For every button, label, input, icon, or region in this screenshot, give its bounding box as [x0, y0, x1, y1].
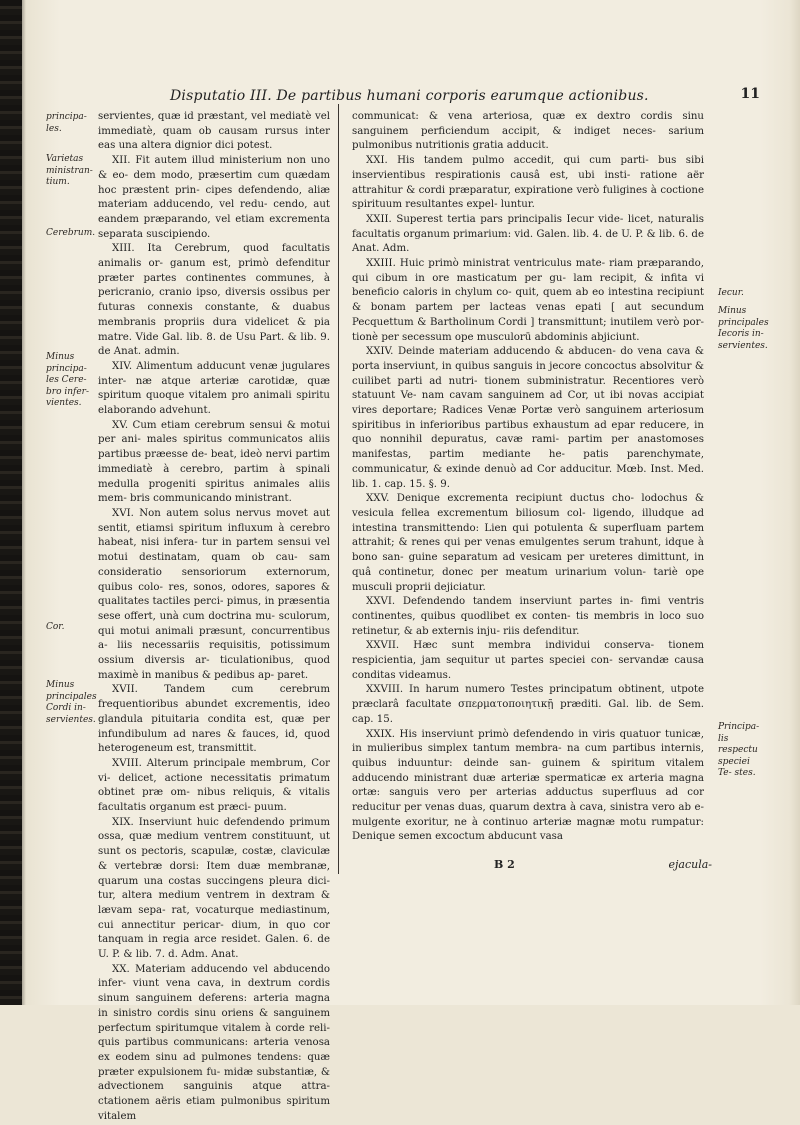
paragraph: XVIII. Alterum principale membrum, Cor vi- delicet, actione necessitatis primatum obtinet præ om- nibus reliquis, & vitalis facultatis organum est præci- puum. — [98, 757, 330, 814]
paragraph: XV. Cum etiam cerebrum sensui & motui per ani- males spiritus communicatos aliis partibus præesse de- beat, ideò nervi partim immediatè à cerebro, partim à spinali medulla progeniti spiritus animales aliis mem- bris communicando ministrant. — [98, 419, 330, 505]
paragraph: XXI. His tandem pulmo accedit, qui cum parti- bus sibi inservientibus respirationis causâ est, ubi insti- ratione aër attrahitur & cordi præparatur, expiratione verò fuligines à coctione spirituum resultantes expel- luntur. — [352, 155, 704, 211]
paragraph: XII. Fit autem illud ministerium non uno & eo- dem modo, præsertim cum quædam hoc præstent prin- cipes defendendo, aliæ materiam adducendo, vel redu- cendo, aut eandem præparando, vel etiam excrementa separata suscipiendo. — [98, 155, 330, 240]
right-column — [352, 110, 724, 845]
left-column — [98, 110, 330, 1125]
paragraph: XXVI. Defendendo tandem inserviunt partes in- fimi ventris continentes, quibus quodlibet ex conten- tis membris in loco suo retinetur, & ab externis inju- riis defenditur. — [352, 596, 704, 637]
paragraph: XVII. Tandem cum cerebrum frequentioribus abundet excrementis, ideo glandula pituitaria condita est, quæ per infundibulum ad nares & fauces, id, quod heterogeneum est, transmittit. — [98, 684, 330, 755]
margin-note: Minus principales Cordi in- servientes. — [46, 680, 97, 725]
signature-mark: B 2 — [494, 858, 515, 871]
paragraph: XX. Materiam adducendo vel abducendo infer- viunt vena cava, in dextrum cordis sinum sanguinem deferens: arteria magna in sinistro cordis sinu oriens & sanguinem perfectum spiritumque vitalem à corde reli- quis partibus communicans: arteria venosa ex eodem sinu ad pulmones tendens: quæ præter expulsionem fu- midæ substantiæ, & advectionem sanguinis atque attra- ctationem aëris etiam pulmonibus spiritum vitalem — [98, 963, 330, 1122]
paragraph: XVI. Non autem solus nervus movet aut sentit, etiamsi spiritum influxum à cerebro habeat, nisi infera- tur in partem sensui vel motui destinatam, quam ob cau- sam consideratio sensoriorum externorum, quibus colo- res, sonos, odores, sapores & qualitates tactiles perci- pimus, in præsentia sese offert, unà cum doctrina mu- sculorum, qui motui animali præsunt, concurrentibus a- liis necessariis requisitis, potissimum ossium diversis ar- ticulationibus, quod maximè in manibus & pedibus ap- paret. — [98, 507, 330, 681]
page-gutter — [0, 0, 22, 1005]
header-title: Disputatio III. De partibus humani corporis earumque actionibus. — [170, 88, 649, 104]
paragraph: XXII. Superest tertia pars principalis Iecur vide- licet, naturalis facultatis organum primarium: vid. Galen. lib. 4. de U. P. & lib. 6. de Anat. Adm. — [352, 213, 704, 255]
paragraph: XXVIII. In harum numero Testes principatum obtinent, utpote præclarâ facultate σπερματοποιητικῇ præditi. Gal. lib. de Sem. cap. 15. — [352, 684, 704, 725]
paragraph: XXIX. His inserviunt primò defendendo in viris quatuor tunicæ, in mulieribus simplex tantum membra- na cum partibus internis, quibus induuntur: deinde san- guinem & spiritum vitalem adducendo ministrant duæ arteriæ spermaticæ ex arteria magna ortæ: sanguis vero per arterias adductus superfluus ad cor reducitur per venas duas, quarum dextra à cava, sinistra vero ab e- mulgente exoritur, ne à continuo arteriæ magnæ motu rumpatur: Denique semen excoctum abducunt vasa — [352, 728, 704, 843]
margin-note: Cor. — [46, 622, 65, 632]
column-rule — [338, 104, 339, 874]
margin-note: Minus principa- les Cere- bro infer- vientes. — [46, 352, 90, 408]
page-number: 11 — [740, 86, 760, 102]
paragraph: servientes, quæ id præstant, vel mediatè vel immediatè, quam ob causam rursus inter eas una altera dignior dici potest. — [98, 111, 330, 152]
paragraph: XIII. Ita Cerebrum, quod facultatis animalis or- ganum est, primò defenditur præter partes continentes communes, à pericranio, cranio ipso, diversis ossibus per futuras connexis constante, & duabus membranis propriis dura videlicet & pia matre. Vide Gal. lib. 8. de Usu Part. & lib. 9. de Anat. admin. — [98, 243, 330, 358]
catchword: ejacula- — [668, 858, 712, 871]
running-header — [100, 86, 760, 108]
margin-note: Cerebrum. — [46, 228, 96, 238]
paragraph: XXV. Denique excrementa recipiunt ductus cho- lodochus & vesicula fellea excrementum biliosum col- ligendo, illudque ad intestina transmittendo: Lien qui potulenta & superfluam partem attrahit; & renes qui per venas emulgentes serum trahunt, idque à bono san- guine separatum ad vesicam per ureteres dimittunt, in quâ continetur, donec per meatum urinarium volun- tariè ope musculi proprii dejiciatur. — [352, 493, 704, 593]
margin-note: Minus principales Iecoris in- servientes. — [718, 306, 769, 351]
paragraph: XIX. Inserviunt huic defendendo primum ossa, quæ medium ventrem constituunt, ut sunt os pectoris, scapulæ, costæ, claviculæ & vertebræ dorsi: Item duæ membranæ, quarum una costas succingens pleura dici- tur, altera medium ventrem in dextram & lævam sepa- rat, vocaturque mediastinum, cui annectitur pericar- dium, in quo cor tanquam in regia arce residet. Galen. 6. de U. P. & lib. 7. d. Adm. Anat. — [98, 816, 330, 961]
paragraph: XXIV. Deinde materiam adducendo & abducen- do vena cava & porta inserviunt, in quibus sanguis in jecore concoctus absolvitur & cuilibet parti ad nutri- tionem subministratur. Recentiores verò statuunt Ve- nam cavam sanguinem ad Cor, ut ibi novas accipiat vires deportare; Radices Venæ Portæ verò sanguinem arteriosum spiritibus in inferioribus partibus exhaustum ad epar reducere, in quo nonnihil depuratus, cavæ rami- partim per anastomoses manifestas, partim mediante he- patis parenchymate, communicatur, & exinde denuò ad Cor adducitur. Mœb. Inst. Med. lib. 1. cap. 15. §. 9. — [352, 346, 704, 490]
margin-note: Principa- lis respectu speciei Te- stes. — [718, 722, 760, 778]
paragraph: XXVII. Hæc sunt membra individui conserva- tionem respicientia, jam sequitur ut partes speciei con- servandæ causa conditas videamus. — [352, 640, 704, 681]
paragraph: communicat: & vena arteriosa, quæ ex dextro cordis sinu sanguinem perficiendum accipit, & indiget neces- sarium pulmonibus nutritionis gratia adducit. — [352, 111, 704, 152]
margin-note: Iecur. — [718, 288, 744, 298]
margin-note: principa- les. — [46, 112, 87, 134]
paragraph: XIV. Alimentum adducunt venæ jugulares inter- næ atque arteriæ carotidæ, quæ spiritum quoque vitalem pro animali spiritu elaborando advehunt. — [98, 360, 330, 417]
paragraph: XXIII. Huic primò ministrat ventriculus mate- riam præparando, qui cibum in ore masticatum per gu- lam recipit, & infita vi beneficio caloris in chylum co- quit, quem ab eo intestina recipiunt & bonam partem per lacteas venas epati [ aut secundum Pecquettum & Bartholinum Cordi ] transmittunt; inutilem verò por- tionè per secessum ope musculorū abdominis abjiciunt. — [352, 258, 704, 343]
margin-note: Varietas ministran- tium. — [46, 154, 93, 187]
